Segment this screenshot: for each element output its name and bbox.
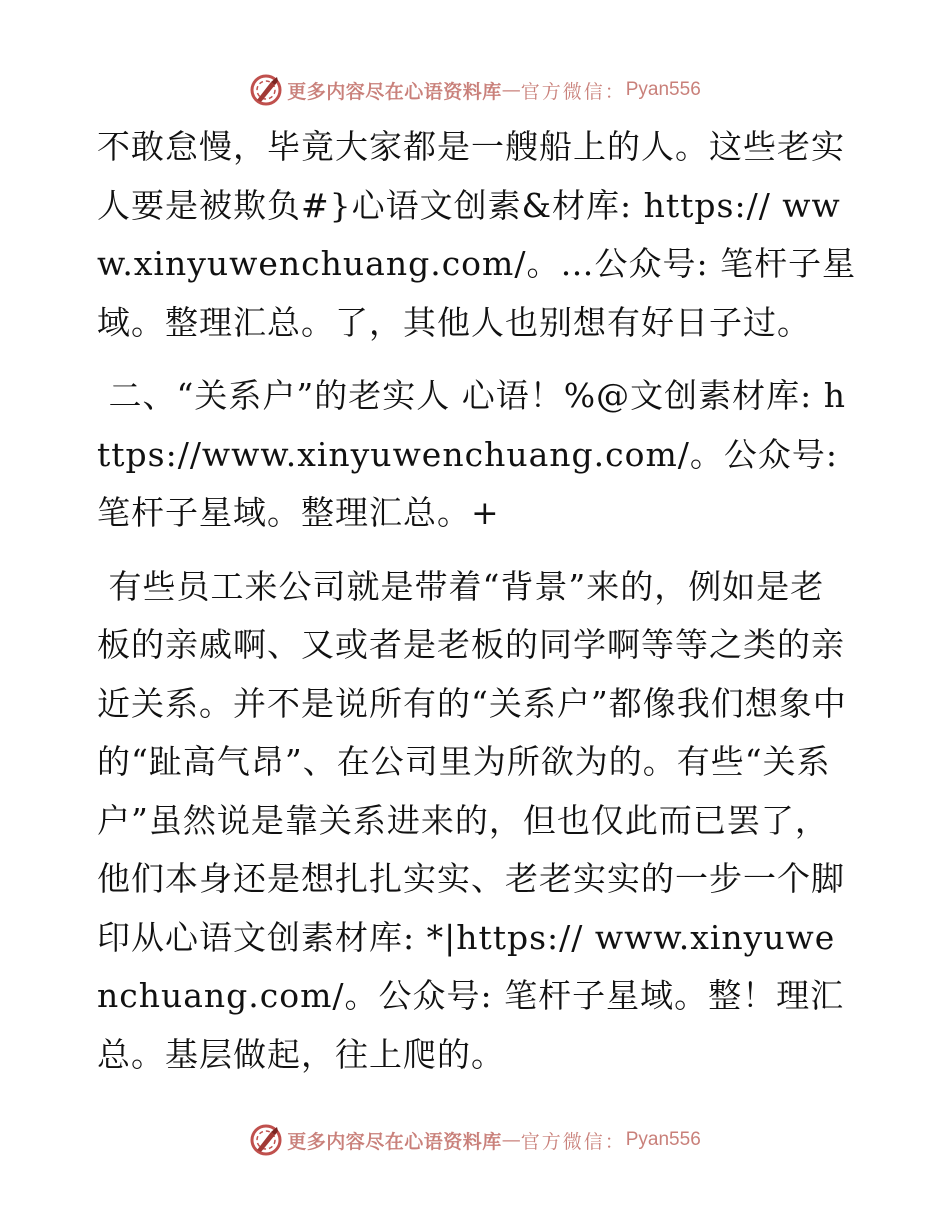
footer-watermark-banner	[0, 1120, 950, 1160]
document-body	[97, 118, 857, 1084]
banner-wechat-label: 官方微信：	[520, 1130, 626, 1153]
header-watermark-banner	[0, 70, 950, 110]
paragraph-2-heading: 二、“关系户”的老实人 心语！%@文创素材库: https://www.xinyuwenchuang.com/。公众号: 笔杆子星域。整理汇总。+	[97, 376, 850, 532]
paragraph-3: 有些员工来公司就是带着“背景”来的，例如是老板的亲戚啊、又或者是老板的同学啊等等之类的亲近关系。并不是说所有的“关系户”都像我们想象中的“趾高气昂”、在公司里为所欲为的。有些“关系户”虽然说是靠关系进来的，但也仅此而已罢了，他们本身还是想扎扎实实、老老实实的一步一个脚印从心语文创素材库: *|https:// www.xinyuwenchuang.com/。公众号: 笔杆子星域。整！理汇总。基层做起，往上爬的。	[97, 566, 847, 1074]
banner-wechat-id: Pyan556	[625, 79, 701, 100]
banner-main-text: 更多内容尽在心语资料库	[287, 1130, 502, 1153]
quill-pen-logo-icon	[249, 1123, 283, 1157]
quill-pen-logo-icon	[249, 73, 283, 107]
banner-wechat-id: Pyan556	[625, 1129, 701, 1150]
banner-separator: —	[501, 79, 521, 101]
paragraph-1: 不敢怠慢，毕竟大家都是一艘船上的人。这些老实人要是被欺负#}心语文创素&材库: https:// www.xinyuwenchuang.com/。…公众号: 笔杆子星域。整理汇总。了，其他人也别想有好日子过。	[97, 127, 857, 342]
banner-separator: —	[501, 1129, 521, 1151]
banner-main-text: 更多内容尽在心语资料库	[287, 80, 502, 103]
banner-wechat-label: 官方微信：	[520, 80, 626, 103]
